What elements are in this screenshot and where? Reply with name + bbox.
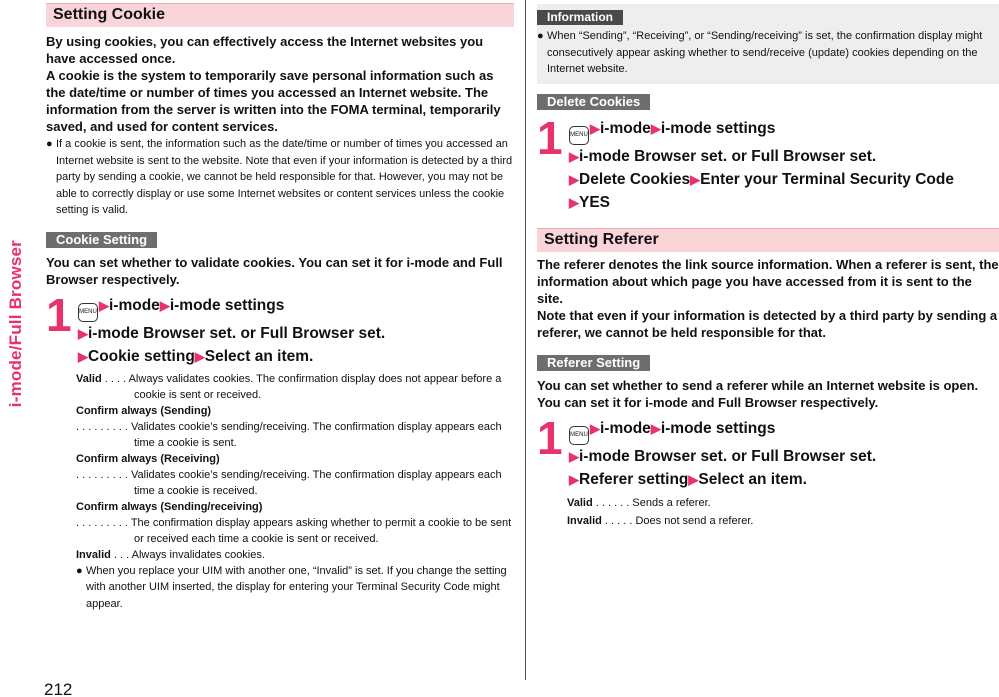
step-cookie-setting — [46, 288, 514, 368]
left-column — [46, 0, 514, 612]
step-item: i-mode Browser set. or Full Browser set. — [579, 447, 877, 465]
page-number: 212 — [44, 680, 73, 697]
information-tag: Information — [537, 10, 623, 25]
triangle-right-icon: ▶ — [690, 171, 701, 187]
step-item: Select an item. — [204, 347, 314, 365]
option-label: Valid — [76, 372, 102, 385]
step-item: i-mode — [600, 119, 651, 137]
menu-key-icon: MENU — [78, 303, 98, 322]
option-valid — [76, 371, 514, 403]
step-item: i-mode Browser set. or Full Browser set. — [88, 324, 386, 342]
menu-key-icon: MENU — [569, 426, 589, 445]
option-confirm-sending-desc — [76, 419, 514, 451]
option-label: Invalid — [567, 514, 602, 527]
option-confirm-sending-receiving: Confirm always (Sending/receiving) — [76, 500, 263, 513]
dot-leader: . . . . . . — [592, 496, 633, 509]
bullet-icon: ● — [76, 564, 83, 577]
step-item: i-mode settings — [660, 419, 776, 437]
step-item: Cookie setting — [88, 347, 195, 365]
triangle-right-icon: ▶ — [99, 297, 109, 313]
step-item: Delete Cookies — [579, 170, 691, 188]
step-number: 1 — [46, 288, 72, 341]
triangle-right-icon: ▶ — [194, 348, 205, 364]
option-confirm-receiving-desc — [76, 467, 514, 499]
intro-paragraph-2: A cookie is the system to temporarily save personal information such as the date/time or number of times you accessed an Internet website. The information from the server is written into the FOMA terminal, temporarily saved, and used for content services. — [46, 68, 501, 134]
option-confirm-sending: Confirm always (Sending) — [76, 404, 212, 417]
subsection-tag-cookie-setting: Cookie Setting — [46, 232, 157, 248]
information-box — [537, 4, 999, 84]
bullet-icon: ● — [537, 30, 544, 42]
triangle-right-icon: ▶ — [688, 471, 699, 487]
triangle-right-icon: ▶ — [569, 471, 579, 487]
triangle-right-icon: ▶ — [590, 420, 600, 436]
option-confirm-sending-receiving-desc — [76, 515, 514, 547]
right-column — [537, 0, 999, 529]
triangle-right-icon: ▶ — [78, 325, 88, 341]
step-number: 1 — [537, 111, 563, 164]
step-referer-setting — [537, 411, 999, 491]
triangle-right-icon: ▶ — [590, 120, 600, 136]
side-chapter-label: i-mode/Full Browser — [6, 240, 25, 408]
menu-key-icon: MENU — [569, 126, 589, 145]
section-title-setting-cookie: Setting Cookie — [46, 3, 514, 27]
option-confirm-receiving: Confirm always (Receiving) — [76, 452, 220, 465]
note-text: When you replace your UIM with another one, “Invalid” is set. If you change the setting with another UIM inserted, the display for entering your Terminal Security Code might appear. — [86, 564, 507, 610]
note-text: When “Sending”, “Receiving”, or “Sending/receiving” is set, the confirmation display might consecutively appear asking whether to send/receive (update) cookies depending on the Internet website. — [547, 30, 983, 75]
step-item: Select an item. — [698, 470, 807, 488]
note-cookie-sent — [46, 136, 514, 219]
step-item: Referer setting — [579, 470, 689, 488]
dot-leader: . . . . . . . . . — [76, 516, 131, 529]
subsection-tag-referer-setting: Referer Setting — [537, 355, 650, 371]
triangle-right-icon: ▶ — [159, 297, 170, 313]
triangle-right-icon: ▶ — [78, 348, 88, 364]
option-description: Always validates cookies. The confirmation display does not appear before a cookie is sent or received. — [128, 372, 502, 401]
option-description: Validates cookie’s sending/receiving. The confirmation display appears each time a cookie is sent. — [131, 420, 502, 449]
cookie-setting-intro: You can set whether to validate cookies. You can set it for i-mode and Full Browser respectively. — [46, 254, 503, 287]
triangle-right-icon: ▶ — [569, 448, 579, 464]
section-title-setting-referer: Setting Referer — [537, 228, 999, 252]
option-description: Validates cookie’s sending/receiving. The confirmation display appears each time a cookie is received. — [131, 468, 502, 497]
dot-leader: . . . . — [101, 372, 129, 385]
option-description: Does not send a referer. — [635, 514, 754, 527]
step-item: i-mode Browser set. or Full Browser set. — [579, 147, 877, 165]
step-number: 1 — [537, 411, 563, 464]
option-list — [46, 371, 514, 613]
referer-intro-2: Note that even if your information is detected by a third party by sending a referer, we cannot be held responsible for that. — [537, 307, 998, 340]
column-divider — [525, 0, 526, 680]
option-description: Always invalidates cookies. — [131, 548, 265, 561]
triangle-right-icon: ▶ — [650, 420, 661, 436]
triangle-right-icon: ▶ — [569, 194, 579, 210]
referer-intro: The referer denotes the link source information. When a referer is sent, the information about which page you have accessed from it is sent to the site. — [537, 256, 999, 306]
dot-leader: . . . . . . . . . — [76, 468, 132, 481]
dot-leader: . . . . . — [601, 514, 636, 527]
triangle-right-icon: ▶ — [569, 148, 579, 164]
note-text: If a cookie is sent, the information such as the date/time or number of times you accessed an Internet website is sent to the website. Note that even if your information is detected by a third party by sending a cookie, we cannot be held responsible for that. However, you may not be able to correctly display or use some Internet websites or content services unless the cookie setting is valid. — [56, 138, 513, 216]
step-item: i-mode settings — [660, 119, 776, 137]
information-note — [537, 28, 993, 78]
bullet-icon: ● — [46, 138, 53, 150]
note-uim-replace — [76, 563, 514, 613]
option-label: Valid — [567, 496, 593, 509]
option-description: The confirmation display appears asking whether to permit a cookie to be sent or received each time a cookie is sent or received. — [130, 516, 512, 545]
step-delete-cookies — [537, 111, 999, 214]
option-invalid — [76, 547, 514, 563]
subsection-tag-delete-cookies: Delete Cookies — [537, 94, 650, 110]
triangle-right-icon: ▶ — [650, 120, 661, 136]
step-item: i-mode — [109, 296, 160, 314]
step-item: Enter your Terminal Security Code — [700, 170, 954, 188]
option-label: Invalid — [76, 548, 111, 561]
referer-option-list — [537, 495, 999, 529]
step-item: YES — [579, 193, 611, 211]
triangle-right-icon: ▶ — [569, 171, 579, 187]
dot-leader: . . . — [110, 548, 132, 561]
dot-leader: . . . . . . . . . — [76, 420, 132, 433]
option-invalid — [567, 513, 999, 529]
intro-paragraph: By using cookies, you can effectively access the Internet websites you have accessed once. — [46, 34, 484, 66]
step-item: i-mode — [600, 419, 651, 437]
step-item: i-mode settings — [169, 296, 285, 314]
option-valid — [567, 495, 999, 511]
option-description: Sends a referer. — [632, 496, 711, 509]
referer-setting-intro: You can set whether to send a referer while an Internet website is open. You can set it for i-mode and Full Browser respectively. — [537, 377, 979, 410]
